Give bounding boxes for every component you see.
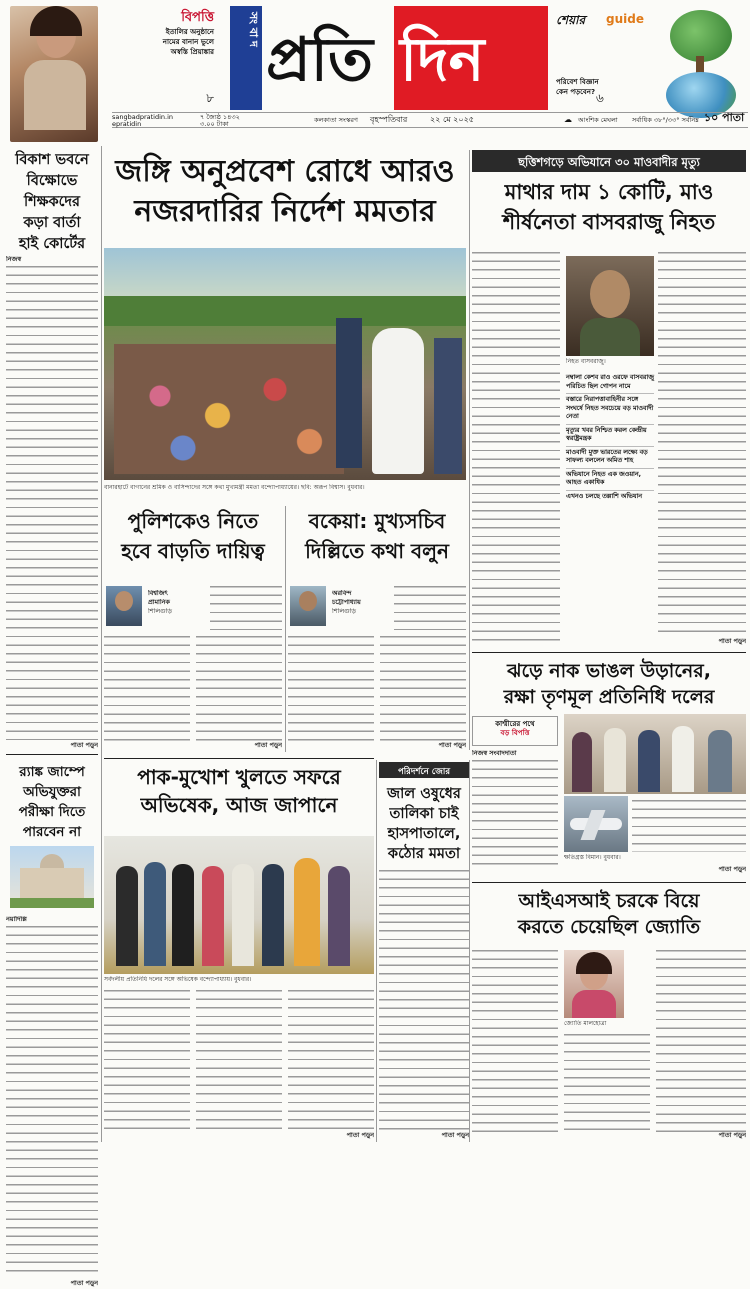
hospital-end[interactable]: পাতা পড়ুন	[441, 1132, 469, 1139]
isi-story[interactable]	[472, 884, 746, 1142]
storm-photo-caption: ক্ষতিগ্রস্ত বিমান। বুধবার।	[564, 854, 621, 861]
dues-story[interactable]	[288, 502, 466, 754]
brand-side-text: সং বা দ	[247, 12, 260, 47]
dateline-temp: সর্বাধিক ৩৮°/৩৩° সর্বনিম্ন	[632, 116, 699, 124]
police-author-3: শিলিগুড়ি	[148, 608, 172, 615]
dateline-issue-1: ৭ জ্যৈষ্ঠ ১৪৩২	[200, 113, 240, 121]
promo-right-text-1: পরিবেশ বিজ্ঞান	[556, 78, 599, 86]
maoist-headline-2: শীর্ষনেতা বাসবরাজু নিহত	[502, 210, 716, 234]
abhishek-story[interactable]	[104, 760, 374, 1142]
police-author-photo	[106, 586, 142, 626]
dateline-city: কলকাতা সংস্করণ	[314, 116, 358, 124]
lead-headline-2: নজরদারির নির্দেশ মমতার	[134, 194, 436, 229]
dues-author-1: অরবিন্দ	[332, 590, 352, 597]
police-author-1: বিশ্বজিৎ	[148, 590, 168, 597]
storm-lead: নিজস্ব সংবাদদাতা	[472, 750, 517, 757]
promo-right[interactable]	[556, 6, 656, 110]
promo-right-page: ৬	[596, 91, 604, 105]
dues-body-c	[380, 634, 466, 742]
left-column-rule	[101, 146, 102, 1142]
maoist-banner	[472, 150, 746, 172]
left-story1-body	[6, 264, 98, 740]
jyoti-photo-caption: জ্যোতি মালহোত্রা	[564, 1020, 607, 1027]
abhishek-body-a	[104, 988, 190, 1132]
dues-body-b	[288, 634, 374, 742]
promo-left-page: ৮	[206, 91, 214, 105]
dateline-web-2[interactable]: epratidin	[112, 120, 142, 128]
abhishek-end[interactable]: পাতা পড়ুন	[346, 1132, 374, 1139]
storm-end[interactable]: পাতা পড়ুন	[718, 866, 746, 873]
maoist-body-a	[472, 250, 560, 646]
left-story1-lead: নিজস্ব	[6, 256, 22, 263]
maoist-bullets	[566, 372, 654, 644]
storm-kicker-2: বড় বিপত্তি	[500, 729, 530, 737]
dateline-day: বৃহস্পতিবার	[370, 115, 408, 124]
maoist-banner-text: ছত্তিশগড়ে অভিযানে ৩০ মাওবাদীর মৃত্যু	[518, 155, 700, 169]
maoist-portrait	[566, 256, 654, 356]
abhishek-headline-2: অভিষেক, আজ জাপানে	[140, 793, 338, 817]
storm-story[interactable]	[472, 654, 746, 880]
lead-headline-1: জঙ্গি অনুপ্রবেশ রোধে আরও	[115, 154, 455, 189]
abhishek-photo	[104, 836, 374, 974]
dateline-web-1[interactable]: sangbadpratidin.in	[112, 113, 174, 121]
dues-author-2: চট্টোপাধ্যায়	[332, 599, 361, 606]
dateline-weather: আংশিক মেঘলা	[578, 116, 618, 124]
maoist-bullet: মৃত্যুর খবর নিশ্চিত করল কেন্দ্রীয় স্বরাষ্ট্রমন্ত্রক	[566, 425, 654, 447]
abhishek-body-c	[288, 988, 374, 1132]
promo-right-logo-2: guide	[606, 12, 644, 26]
left-story1-end[interactable]: পাতা পড়ুন	[70, 742, 98, 749]
lead-story[interactable]	[104, 150, 466, 498]
maoist-bullet: নম্বালা কেশব রাও ওরফে বাসবরাজু পরিচিত ছিল গোপন নামে	[566, 372, 654, 394]
isi-headline-2: করতে চেয়েছিল জ্যোতি	[517, 916, 701, 938]
abhishek-hospital-rule	[376, 760, 377, 1142]
dues-body-a	[394, 584, 466, 630]
storm-kicker-1: কাশ্মীরের পথে	[495, 720, 535, 728]
maoist-end[interactable]: পাতা পড়ুন	[718, 638, 746, 645]
damaged-plane-photo	[564, 796, 628, 852]
dues-headline-2: দিল্লিতে কথা বলুন	[305, 539, 449, 563]
dateline	[112, 112, 748, 128]
dateline-issue-2: ৩.০০ টাকা	[200, 120, 229, 128]
abhishek-photo-caption: সর্বদলীয় প্রতিনিধি দলের সঙ্গে অভিষেক বন্দ্যোপাধ্যায়। বুধবার।	[104, 976, 252, 983]
promo-right-logo: শেয়ার	[556, 13, 586, 27]
brand-logo[interactable]	[262, 6, 548, 110]
left-column	[6, 146, 98, 1287]
promo-left-title: বিপত্তি	[181, 10, 214, 25]
dues-author-photo	[290, 586, 326, 626]
storm-headline-2: রক্ষা তৃণমূল প্রতিনিধি দলের	[503, 686, 715, 708]
hospital-kicker-text: পরিদর্শনে জোর	[397, 767, 450, 777]
maoist-bullet: এখনও চলছে তল্লাশি অভিযান	[566, 492, 643, 500]
center-right-rule	[469, 150, 470, 750]
lead-photo-caption: বানারহাটে বাগানের শ্রমিক ও বাসিন্দাদের সঙ্গে কথা মুখ্যমন্ত্রী মমতা বন্দ্যোপাধ্যায়ের। ছবি: অরূপ বিশ্বাস। বুধবার।	[104, 484, 365, 491]
dues-end[interactable]: পাতা পড়ুন	[438, 742, 466, 749]
police-body-b	[104, 634, 190, 742]
left-story2-lead: নয়াদিল্লি	[6, 916, 27, 923]
storm-kicker	[472, 716, 558, 746]
isi-end[interactable]: পাতা পড়ুন	[718, 1132, 746, 1139]
left-story1-headline[interactable]: বিকাশ ভবনে বিক্ষোভে শিক্ষকদের কড়া বার্তা হাই কোর্টের	[15, 152, 89, 252]
storm-body-a	[472, 758, 558, 868]
police-dues-rule	[285, 506, 286, 752]
maoist-photo-caption: নিহত বাসবরাজু।	[566, 358, 606, 365]
police-headline-1: পুলিশকেও নিতে	[127, 509, 259, 533]
maoist-story[interactable]	[472, 150, 746, 650]
police-body-a	[210, 584, 282, 630]
hospital-story[interactable]	[379, 760, 469, 1142]
abhishek-headline-1: পাক-মুখোশ খুলতে সফরে	[137, 765, 341, 789]
delegation-photo	[564, 714, 746, 794]
left-divider	[6, 754, 98, 755]
storm-headline-1: ঝড়ে নাক ভাঙল উড়ানের,	[507, 660, 711, 682]
maoist-body-b	[658, 250, 746, 636]
storm-body-b	[632, 798, 746, 852]
police-headline-2: হবে বাড়তি দায়িত্ব	[121, 539, 265, 563]
abhishek-top-rule	[104, 758, 374, 759]
supreme-court-photo	[10, 846, 94, 908]
maoist-headline-1: মাথার দাম ১ কোটি, মাও	[504, 180, 714, 204]
storm-top-rule	[472, 652, 746, 653]
police-body-c	[196, 634, 282, 742]
dateline-date: ২২ মে ২০২৫	[430, 115, 474, 124]
hospital-body	[379, 868, 469, 1132]
hospital-kicker	[379, 762, 469, 778]
lead-photo	[104, 248, 466, 480]
left-story2-headline[interactable]: র‌্যাঙ্ক জাম্পে অভিযুক্তরা পরীক্ষা দিতে পারবেন না	[18, 764, 86, 840]
maoist-bullet: বস্তারে নিরাপত্তাবাহিনীর সঙ্গে সংঘর্ষে নিহত সবচেয়ে বড় মাওবাদী নেতা	[566, 394, 654, 425]
abhishek-body-b	[196, 988, 282, 1132]
masthead	[0, 0, 750, 128]
brand-name-1: প্রতি	[266, 25, 373, 95]
isi-body-b	[564, 1032, 650, 1132]
left-story2-body	[6, 924, 98, 1278]
isi-headline-1: আইএসআই চরকে বিয়ে	[518, 890, 700, 912]
promo-left-photo	[10, 6, 98, 142]
police-story[interactable]	[104, 502, 282, 754]
promo-left-text-1: ইতালির অনুষ্ঠানে	[165, 28, 214, 36]
dues-headline-1: বকেয়া: মুখ্যসচিব	[308, 509, 446, 533]
promo-right-text-2: কেন পড়বেন?	[556, 88, 596, 96]
left-story2-end[interactable]: পাতা পড়ুন	[70, 1280, 98, 1287]
dateline-pages: ১০ পাতা	[704, 111, 745, 124]
isi-body-c	[656, 948, 746, 1132]
jyoti-photo	[564, 950, 624, 1018]
maoist-bullet: অভিযানে নিহত এক জওয়ান, আহত একাধিক	[566, 469, 654, 491]
brand-name-2: দিন	[400, 25, 485, 95]
isi-body-a	[472, 948, 558, 1132]
police-end[interactable]: পাতা পড়ুন	[254, 742, 282, 749]
hospital-isi-rule	[469, 760, 470, 1142]
isi-top-rule	[472, 882, 746, 883]
hospital-headline: জাল ওষুধের তালিকা চাই হাসপাতালে, কঠোর মমতা	[387, 786, 461, 862]
dues-author-3: শিলিগুড়ি	[332, 608, 356, 615]
police-author-2: প্রামানিক	[148, 599, 170, 606]
promo-left-text-2: নামের বানান ভুলে	[162, 38, 214, 46]
weather-icon: ☁	[564, 115, 572, 124]
brand-side-bar	[230, 6, 262, 110]
promo-left-text-3: অস্বস্তি প্রিয়াঙ্কার	[170, 48, 214, 56]
maoist-bullet: মাওবাদী মুক্ত ভারতের লক্ষ্যে বড় সাফল্য বললেন অমিত শাহ	[566, 447, 654, 469]
promo-left[interactable]	[100, 6, 218, 110]
